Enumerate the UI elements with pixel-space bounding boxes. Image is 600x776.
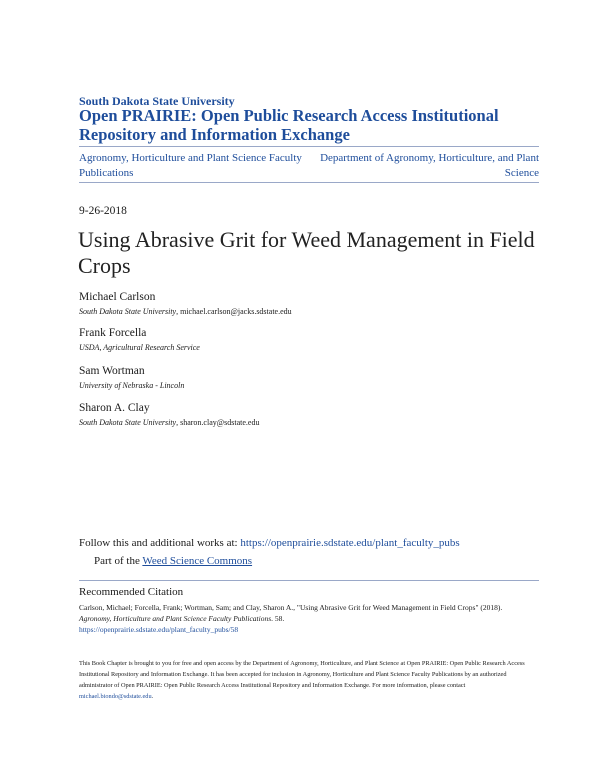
author-block — [79, 290, 292, 318]
author-block — [79, 401, 259, 429]
citation-text: Carlson, Michael; Forcella, Frank; Wortman, Sam; and Clay, Sharon A., "Using Abrasive Grit for Weed Management in Field Crops" (2018). Agronomy, Horticulture and Plant Science Faculty Publications. 58. https://openprairie.sdstate.edu/plant_faculty_pubs/58 — [79, 603, 503, 634]
contact-email-link[interactable]: michael.biondo@sdstate.edu — [79, 693, 152, 700]
divider-citation — [79, 580, 539, 581]
author-affiliation: USDA, Agricultural Research Service — [79, 343, 200, 352]
author-name: Frank Forcella — [79, 327, 147, 339]
university-name[interactable]: South Dakota State University — [79, 94, 235, 108]
recommended-citation-heading: Recommended Citation — [79, 586, 184, 598]
author-name: Michael Carlson — [79, 291, 156, 303]
part-of-label: Part of the — [94, 555, 143, 567]
divider-top — [79, 146, 539, 147]
author-block — [79, 364, 184, 392]
follow-url-link[interactable]: https://openprairie.sdstate.edu/plant_faculty_pubs — [240, 537, 460, 549]
divider-mid — [79, 182, 539, 183]
author-name: Sharon A. Clay — [79, 402, 150, 414]
citation-url-link[interactable]: https://openprairie.sdstate.edu/plant_faculty_pubs/58 — [79, 625, 239, 634]
follow-label: Follow this and additional works at: — [79, 537, 241, 549]
document-title: Using Abrasive Grit for Weed Management in Field Crops — [78, 227, 535, 278]
follow-line — [79, 537, 460, 549]
footer-notice: This Book Chapter is brought to you for free and open access by the Department of Agronomy, Horticulture, and Plant Science at Open PRAIRIE: Open Public Research Access Institutional Repository and Information Exchange. It has been accepted for inclusion in Agronomy, Horticulture and Plant Science Faculty Publications by an authorized administrator of Open PRAIRIE: Open Public Research Access Institutional Repository and Information Exchange. For more information, please contact michael.biondo@sdstate.edu. — [79, 660, 525, 700]
weed-science-commons-link[interactable]: Weed Science Commons — [142, 555, 253, 567]
author-block — [79, 326, 200, 354]
series-link-left[interactable]: Agronomy, Horticulture and Plant Science Faculty Publications — [79, 152, 302, 179]
author-affiliation: South Dakota State University, sharon.clay@sdstate.edu — [79, 418, 260, 427]
repository-name[interactable]: Open PRAIRIE: Open Public Research Access Institutional Repository and Information Exchange — [79, 106, 499, 144]
publication-date: 9-26-2018 — [79, 205, 127, 217]
author-affiliation: South Dakota State University, michael.carlson@jacks.sdstate.edu — [79, 307, 292, 316]
author-affiliation: University of Nebraska - Lincoln — [79, 381, 185, 390]
series-link-right[interactable]: Department of Agronomy, Horticulture, and Plant Science — [320, 152, 539, 179]
part-of-line — [94, 555, 252, 567]
author-name: Sam Wortman — [79, 365, 145, 377]
